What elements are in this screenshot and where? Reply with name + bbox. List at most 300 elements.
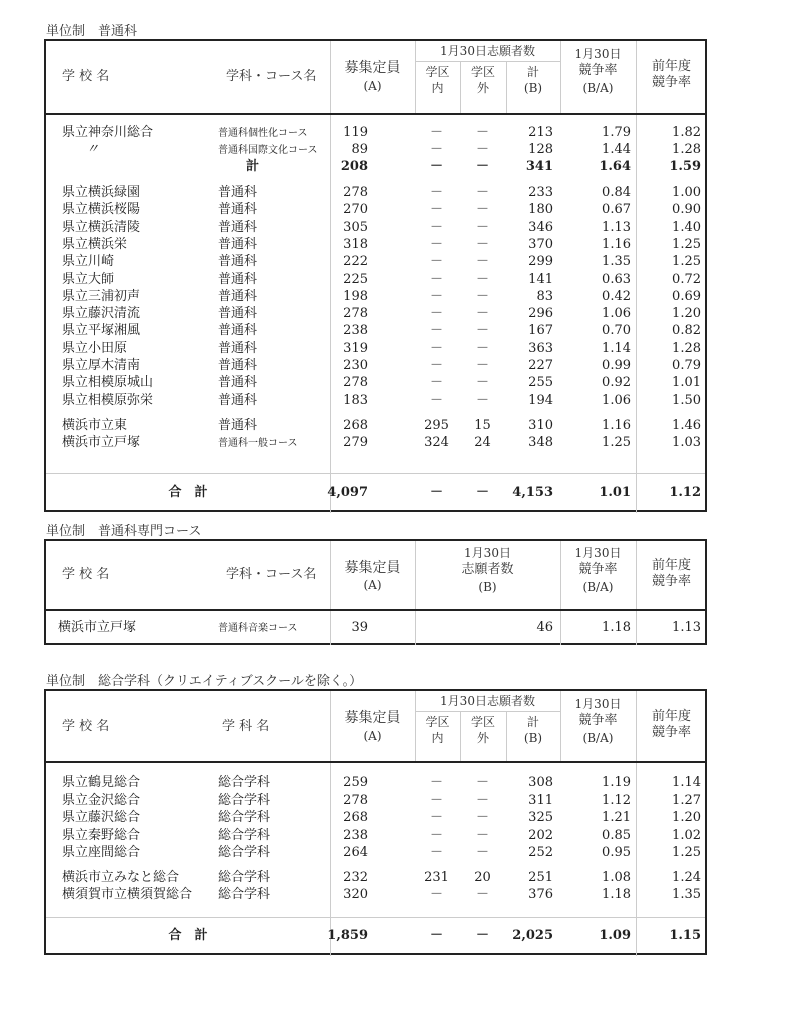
header-ratio-1: 1月30日 [574, 546, 622, 560]
table-row [46, 828, 705, 844]
table-header [46, 541, 705, 611]
ratio: 0.85 [602, 827, 631, 843]
ratio: 0.42 [602, 288, 631, 304]
out-district: － [475, 340, 489, 356]
in-district: － [429, 845, 443, 860]
in-district: － [429, 185, 443, 200]
prev-ratio: 1.82 [672, 125, 701, 140]
header-in-district-1: 学区 [425, 65, 450, 79]
applicants: 341 [525, 159, 553, 174]
in-district: － [429, 886, 443, 902]
out-district: 20 [474, 869, 491, 885]
course-name: 総合学科 [218, 869, 271, 885]
capacity: 278 [343, 792, 368, 808]
in-district: － [429, 306, 443, 322]
table-row [46, 775, 705, 791]
school-name: 県立藤沢清流 [62, 306, 141, 322]
applicants: 325 [528, 810, 553, 825]
in-district: － [429, 288, 443, 304]
header-prev-2: 競争率 [651, 574, 691, 589]
course-name: 普通科 [218, 271, 258, 287]
total-capacity: 1,859 [327, 928, 368, 943]
in-district: － [429, 340, 443, 356]
section2-caption: 単位制 普通科専門コース [46, 524, 202, 539]
applicants: 227 [528, 358, 553, 373]
school-name: 県立横浜栄 [62, 236, 128, 252]
in-district: － [429, 142, 443, 157]
total-out: － [475, 485, 489, 500]
out-district: － [475, 827, 489, 843]
capacity: 238 [343, 827, 368, 843]
out-district: － [475, 271, 489, 287]
out-district: － [475, 792, 489, 808]
school-name: 県立三浦初声 [62, 288, 141, 304]
header-course: 学科・コース名 [226, 567, 317, 582]
total-out: － [475, 928, 489, 943]
ratio: 1.12 [602, 792, 631, 808]
capacity: 268 [343, 810, 368, 825]
header-ratio-2: 競争率 [578, 562, 618, 577]
in-district: － [429, 323, 443, 339]
in-district: － [429, 236, 443, 252]
school-name: 県立鶴見総合 [62, 775, 141, 790]
total-applicants: 4,153 [512, 485, 553, 500]
prev-ratio: 0.69 [672, 288, 701, 304]
header-out-district-1: 学区 [470, 65, 495, 79]
header-out-district-2: 外 [476, 81, 489, 95]
applicants: 348 [528, 434, 553, 450]
applicants: 296 [528, 306, 553, 322]
section3-caption: 単位制 総合学科（クリエイティブスクールを除く。） [46, 674, 363, 689]
out-district: － [475, 810, 489, 825]
course-name: 総合学科 [218, 810, 271, 825]
out-district: － [475, 142, 489, 157]
course-name: 普通科個性化コース [218, 128, 308, 139]
school-name: 県立川崎 [62, 254, 115, 270]
header-ratio-1: 1月30日 [574, 47, 622, 61]
header-capacity: 募集定員 [344, 60, 401, 76]
school-name: 県立神奈川総合 [62, 125, 154, 140]
ratio: 1.79 [602, 125, 631, 140]
ratio: 0.70 [602, 323, 631, 339]
header-in-district-2: 内 [431, 731, 444, 745]
header-prev-2: 競争率 [651, 75, 691, 90]
course-name: 計 [246, 159, 260, 174]
school-name: 県立小田原 [62, 340, 128, 356]
out-district: － [475, 125, 489, 140]
ratio: 0.99 [602, 358, 631, 373]
header-school: 学 校 名 [62, 69, 110, 84]
in-district: － [429, 392, 443, 408]
in-district: － [429, 827, 443, 843]
out-district: － [475, 202, 489, 218]
in-district: － [429, 358, 443, 373]
header-capacity-sub: (A) [363, 578, 382, 592]
header-applicants-group: 1月30日志願者数 [440, 694, 535, 708]
header-sum: 計 [526, 715, 539, 729]
capacity: 278 [343, 375, 368, 391]
applicants: 299 [528, 254, 553, 270]
course-name: 普通科 [218, 375, 258, 391]
ratio: 0.63 [602, 271, 631, 287]
header-course: 学 科 名 [222, 719, 270, 734]
school-name: 県立横浜桜陽 [62, 202, 141, 218]
header-sum-sub: (B) [523, 81, 543, 95]
header-prev-1: 前年度 [651, 709, 691, 724]
capacity: 278 [343, 306, 368, 322]
ratio: 0.84 [602, 185, 631, 200]
prev-ratio: 1.25 [672, 254, 701, 270]
prev-ratio: 1.46 [672, 417, 701, 433]
applicants: 308 [528, 775, 553, 790]
header-applicants-2: 志願者数 [461, 562, 514, 577]
out-district: － [475, 306, 489, 322]
in-district: 295 [424, 417, 449, 433]
capacity: 270 [343, 202, 368, 218]
header-prev-1: 前年度 [651, 558, 691, 573]
ratio: 1.18 [602, 620, 631, 635]
prev-ratio: 1.20 [672, 810, 701, 825]
table-integrated-course [44, 689, 707, 955]
school-name: 横浜市立戸塚 [62, 434, 141, 450]
out-district: － [475, 288, 489, 304]
course-name: 普通科 [218, 358, 258, 373]
header-ratio-1: 1月30日 [574, 697, 622, 711]
capacity: 232 [343, 869, 368, 885]
in-district: － [429, 159, 443, 174]
total-label: 合 計 [168, 485, 208, 500]
table-row [46, 220, 705, 236]
in-district: － [429, 792, 443, 808]
ratio: 1.44 [602, 142, 631, 157]
out-district: － [475, 236, 489, 252]
out-district: － [475, 886, 489, 902]
header-school: 学 校 名 [62, 719, 110, 734]
header-ratio-2: 競争率 [578, 63, 618, 78]
out-district: － [475, 392, 489, 408]
table-body [46, 115, 705, 473]
course-name: 普通科 [218, 254, 258, 270]
in-district: － [429, 254, 443, 270]
capacity: 279 [343, 434, 368, 450]
out-district: － [475, 845, 489, 860]
applicants: 376 [528, 886, 553, 902]
total-label: 合 計 [168, 928, 208, 943]
table-header [46, 41, 705, 115]
table-row [46, 845, 705, 861]
ratio: 1.16 [602, 236, 631, 252]
total-capacity: 4,097 [327, 485, 368, 500]
table-row [46, 358, 705, 374]
total-row [46, 473, 705, 513]
header-out-district-2: 外 [476, 731, 489, 745]
course-name: 普通科 [218, 392, 258, 408]
course-name: 普通科 [218, 185, 258, 200]
table-row [46, 375, 705, 391]
table-row [46, 142, 705, 158]
header-ratio-3: (B/A) [582, 81, 614, 95]
applicants: 251 [528, 869, 553, 885]
out-district: 15 [474, 417, 491, 433]
school-name: 県立平塚湘風 [62, 323, 141, 339]
applicants: 311 [528, 792, 553, 808]
table-row [46, 202, 705, 218]
prev-ratio: 1.59 [669, 159, 701, 174]
table-row [46, 272, 705, 288]
applicants: 363 [528, 340, 553, 356]
school-name: 県立厚木清南 [62, 358, 141, 373]
capacity: 278 [343, 185, 368, 200]
total-row [46, 917, 705, 956]
table-row [46, 393, 705, 409]
table-row [46, 185, 705, 201]
capacity: 264 [343, 845, 368, 860]
out-district: － [475, 323, 489, 339]
header-applicants-3: (B) [478, 580, 497, 594]
capacity: 208 [340, 159, 368, 174]
ratio: 0.67 [602, 202, 631, 218]
capacity: 238 [343, 323, 368, 339]
header-school: 学 校 名 [62, 567, 110, 582]
out-district: － [475, 775, 489, 790]
capacity: 319 [343, 340, 368, 356]
total-ratio: 1.09 [599, 928, 631, 943]
ratio: 1.16 [602, 417, 631, 433]
applicants: 252 [528, 845, 553, 860]
prev-ratio: 1.24 [672, 869, 701, 885]
school-name: 県立金沢総合 [62, 792, 141, 808]
applicants: 233 [528, 185, 553, 200]
course-name: 総合学科 [218, 827, 271, 843]
course-name: 普通科 [218, 202, 258, 218]
prev-ratio: 0.90 [672, 202, 701, 218]
capacity: 268 [343, 417, 368, 433]
applicants: 194 [528, 392, 553, 408]
school-name: 県立秦野総合 [62, 827, 141, 843]
header-sum: 計 [526, 65, 539, 79]
table-row [46, 159, 705, 175]
prev-ratio: 0.72 [672, 271, 701, 287]
applicants: 255 [528, 375, 553, 391]
total-applicants: 2,025 [512, 928, 553, 943]
ratio: 1.21 [602, 810, 631, 825]
header-course: 学科・コース名 [226, 69, 317, 84]
out-district: － [475, 219, 489, 235]
capacity: 222 [343, 254, 368, 270]
in-district: － [429, 375, 443, 391]
school-name: 県立横浜緑園 [62, 185, 141, 200]
out-district: 24 [474, 434, 491, 450]
applicants: 202 [528, 827, 553, 843]
ratio: 0.95 [602, 845, 631, 860]
prev-ratio: 1.00 [672, 185, 701, 200]
header-capacity-sub: (A) [363, 729, 382, 743]
header-ratio-2: 競争率 [578, 713, 618, 728]
course-name: 普通科 [218, 288, 258, 304]
header-ratio-3: (B/A) [582, 731, 614, 745]
in-district: － [429, 202, 443, 218]
table-row [46, 254, 705, 270]
applicants: 370 [528, 236, 553, 252]
course-name: 普通科一般コース [218, 437, 298, 449]
course-name: 総合学科 [218, 886, 271, 902]
capacity: 320 [343, 886, 368, 902]
out-district: － [475, 358, 489, 373]
course-name: 総合学科 [218, 792, 271, 808]
in-district: 231 [424, 869, 449, 885]
ratio: 1.25 [602, 434, 631, 450]
table-row [46, 435, 705, 451]
prev-ratio: 1.25 [672, 236, 701, 252]
in-district: 324 [424, 434, 449, 450]
school-name: 〃 [86, 142, 100, 157]
ratio: 1.64 [599, 159, 631, 174]
prev-ratio: 0.82 [672, 323, 701, 339]
table-body [46, 611, 705, 645]
prev-ratio: 1.13 [672, 620, 701, 635]
capacity: 119 [343, 125, 368, 140]
in-district: － [429, 219, 443, 235]
table-row [46, 810, 705, 826]
table-row [46, 793, 705, 809]
capacity: 259 [343, 775, 368, 790]
header-applicants-group: 1月30日志願者数 [440, 44, 535, 58]
in-district: － [429, 810, 443, 825]
table-row [46, 870, 705, 886]
applicants: 128 [528, 142, 553, 157]
school-name: 県立相模原弥栄 [62, 392, 154, 408]
table-row [46, 323, 705, 339]
ratio: 1.06 [602, 306, 631, 322]
header-ratio-3: (B/A) [582, 580, 614, 594]
header-capacity-sub: (A) [363, 79, 382, 93]
school-name: 横浜市立東 [62, 417, 128, 433]
header-capacity: 募集定員 [344, 560, 401, 576]
table-general-course [44, 39, 707, 512]
applicants: 346 [528, 219, 553, 235]
total-prev: 1.12 [669, 485, 701, 500]
capacity: 305 [343, 219, 368, 235]
applicants: 83 [536, 288, 553, 304]
table-row [46, 125, 705, 141]
capacity: 39 [351, 620, 368, 635]
school-name: 横浜市立戸塚 [58, 620, 137, 635]
prev-ratio: 1.40 [672, 219, 701, 235]
prev-ratio: 1.27 [672, 792, 701, 808]
table-row [46, 887, 705, 903]
in-district: － [429, 125, 443, 140]
capacity: 225 [343, 271, 368, 287]
ratio: 1.08 [602, 869, 631, 885]
prev-ratio: 1.28 [672, 142, 701, 157]
course-name: 普通科 [218, 236, 258, 252]
in-district: － [429, 271, 443, 287]
table-row [46, 418, 705, 434]
header-prev-1: 前年度 [651, 59, 691, 74]
header-in-district-2: 内 [431, 81, 444, 95]
table-body [46, 763, 705, 917]
applicants: 167 [528, 323, 553, 339]
total-in: － [429, 485, 443, 500]
prev-ratio: 1.20 [672, 306, 701, 322]
section1-caption: 単位制 普通科 [46, 24, 138, 39]
applicants: 180 [528, 202, 553, 218]
capacity: 318 [343, 236, 368, 252]
capacity: 198 [343, 288, 368, 304]
prev-ratio: 1.03 [672, 434, 701, 450]
table-row [46, 237, 705, 253]
course-name: 普通科 [218, 417, 258, 433]
out-district: － [475, 254, 489, 270]
school-name: 県立藤沢総合 [62, 810, 141, 825]
ratio: 1.18 [602, 886, 631, 902]
prev-ratio: 1.14 [672, 775, 701, 790]
ratio: 1.06 [602, 392, 631, 408]
total-in: － [429, 928, 443, 943]
capacity: 230 [343, 358, 368, 373]
prev-ratio: 1.50 [672, 392, 701, 408]
ratio: 1.35 [602, 254, 631, 270]
out-district: － [475, 159, 489, 174]
applicants: 46 [536, 620, 553, 635]
course-name: 普通科 [218, 219, 258, 235]
table-special-course [44, 539, 707, 645]
capacity: 89 [351, 142, 368, 157]
table-row [46, 620, 705, 636]
header-prev-2: 競争率 [651, 725, 691, 740]
in-district: － [429, 775, 443, 790]
table-header [46, 691, 705, 763]
ratio: 1.13 [602, 219, 631, 235]
capacity: 183 [343, 392, 368, 408]
course-name: 総合学科 [218, 775, 271, 790]
header-out-district-1: 学区 [470, 715, 495, 729]
table-row [46, 289, 705, 305]
table-row [46, 306, 705, 322]
course-name: 普通科音楽コース [218, 623, 298, 634]
prev-ratio: 1.35 [672, 886, 701, 902]
header-applicants-1: 1月30日 [464, 546, 511, 560]
prev-ratio: 0.79 [672, 358, 701, 373]
course-name: 普通科 [218, 323, 258, 339]
ratio: 0.92 [602, 375, 631, 391]
school-name: 県立大師 [62, 271, 115, 287]
school-name: 県立相模原城山 [62, 375, 154, 391]
applicants: 213 [528, 125, 553, 140]
course-name: 総合学科 [218, 845, 271, 860]
total-prev: 1.15 [669, 928, 701, 943]
total-ratio: 1.01 [599, 485, 631, 500]
applicants: 141 [528, 271, 553, 287]
course-name: 普通科 [218, 306, 258, 322]
header-in-district-1: 学区 [425, 715, 450, 729]
school-name: 県立座間総合 [62, 845, 141, 860]
prev-ratio: 1.01 [672, 375, 701, 391]
school-name: 県立横浜清陵 [62, 219, 141, 235]
out-district: － [475, 375, 489, 391]
prev-ratio: 1.28 [672, 340, 701, 356]
school-name: 横浜市立みなと総合 [62, 869, 180, 885]
out-district: － [475, 185, 489, 200]
header-capacity: 募集定員 [344, 710, 401, 726]
prev-ratio: 1.25 [672, 845, 701, 860]
header-sum-sub: (B) [523, 731, 543, 745]
course-name: 普通科国際文化コース [218, 145, 318, 156]
prev-ratio: 1.02 [672, 827, 701, 843]
table-row [46, 341, 705, 357]
course-name: 普通科 [218, 340, 258, 356]
ratio: 1.14 [602, 340, 631, 356]
